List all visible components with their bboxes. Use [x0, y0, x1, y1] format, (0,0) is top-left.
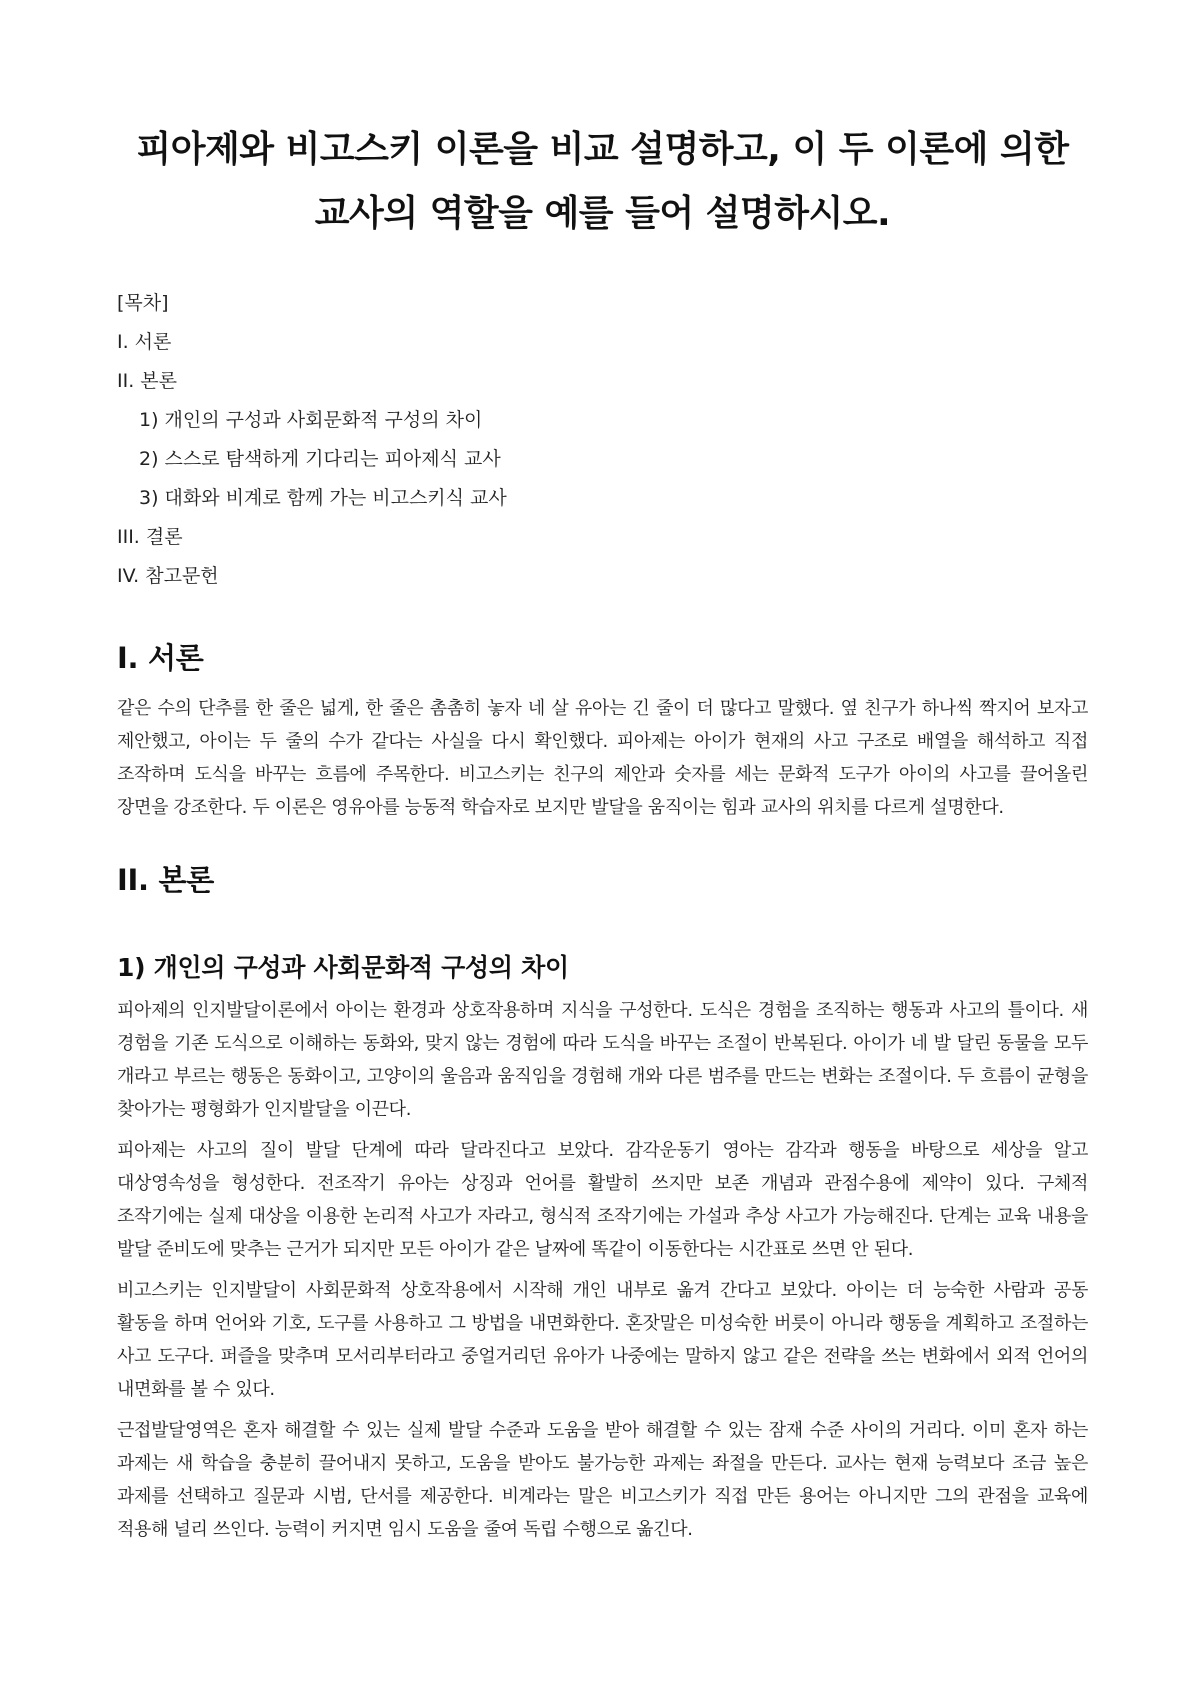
subsection-heading-1: 1) 개인의 구성과 사회문화적 구성의 차이 [117, 953, 569, 982]
body-paragraph: 비고스키는 인지발달이 사회문화적 상호작용에서 시작해 개인 내부로 옮겨 간다고 보았다. 아이는 더 능숙한 사람과 공동 활동을 하며 언어와 기호, 도구를 사용하고 그 방법을 내면화한다. 혼잣말은 미성숙한 버릇이 아니라 행동을 계획하고 조절하는 사고 도구다. 퍼즐을 맞추며 모서리부터라고 중얼거리던 유아가 나중에는 말하지 않고 같은 전략을 쓰는 변화에서 외적 언어의 내면화를 볼 수 있다. [117, 1280, 1088, 1400]
toc-item-body-sub1: 1) 개인의 구성과 사회문화적 구성의 차이 [139, 409, 483, 431]
toc-item-references: IV. 참고문헌 [117, 565, 219, 587]
toc-item-body: II. 본론 [117, 370, 177, 392]
toc-item-conclusion: III. 결론 [117, 526, 183, 548]
intro-paragraph: 같은 수의 단추를 한 줄은 넓게, 한 줄은 촘촘히 놓자 네 살 유아는 긴 줄이 더 많다고 말했다. 옆 친구가 하나씩 짝지어 보자고 제안했고, 아이는 두 줄의 수가 같다는 사실을 다시 확인했다. 피아제는 아이가 현재의 사고 구조로 배열을 해석하고 직접 조작하며 도식을 바꾸는 흐름에 주목한다. 비고스키는 친구의 제안과 숫자를 세는 문화적 도구가 아이의 사고를 끌어올린 장면을 강조한다. 두 이론은 영유아를 능동적 학습자로 보지만 발달을 움직이는 힘과 교사의 위치를 다르게 설명한다. [117, 698, 1088, 818]
toc-item-body-sub2: 2) 스스로 탐색하게 기다리는 피아제식 교사 [139, 448, 501, 470]
toc-item-intro: I. 서론 [117, 331, 172, 353]
body-paragraph: 근접발달영역은 혼자 해결할 수 있는 실제 발달 수준과 도움을 받아 해결할 수 있는 잠재 수준 사이의 거리다. 이미 혼자 하는 과제는 새 학습을 충분히 끌어내지 못하고, 도움을 받아도 불가능한 과제는 좌절을 만든다. 교사는 현재 능력보다 조금 높은 과제를 선택하고 질문과 시범, 단서를 제공한다. 비계라는 말은 비고스키가 직접 만든 용어는 아니지만 그의 관점을 교육에 적용해 널리 쓰인다. 능력이 커지면 임시 도움을 줄여 독립 수행으로 옮긴다. [117, 1420, 1088, 1540]
toc-item-body-sub3: 3) 대화와 비계로 함께 가는 비고스키식 교사 [139, 487, 507, 509]
body-paragraph: 피아제는 사고의 질이 발달 단계에 따라 달라진다고 보았다. 감각운동기 영아는 감각과 행동을 바탕으로 세상을 알고 대상영속성을 형성한다. 전조작기 유아는 상징과 언어를 활발히 쓰지만 보존 개념과 관점수용에 제약이 있다. 구체적 조작기에는 실제 대상을 이용한 논리적 사고가 자라고, 형식적 조작기에는 가설과 추상 사고가 가능해진다. 단계는 교육 내용을 발달 준비도에 맞추는 근거가 되지만 모든 아이가 같은 날짜에 똑같이 이동한다는 시간표로 쓰면 안 된다. [117, 1140, 1088, 1260]
toc-heading: [목차] [117, 292, 169, 314]
section-heading-body: II. 본론 [117, 863, 214, 897]
table-of-contents [117, 284, 1088, 596]
section-heading-intro: I. 서론 [117, 641, 204, 675]
body-paragraph: 피아제의 인지발달이론에서 아이는 환경과 상호작용하며 지식을 구성한다. 도식은 경험을 조직하는 행동과 사고의 틀이다. 새 경험을 기존 도식으로 이해하는 동화와, 맞지 않는 경험에 따라 도식을 바꾸는 조절이 반복된다. 아이가 네 발 달린 동물을 모두 개라고 부르는 행동은 동화이고, 고양이의 울음과 움직임을 경험해 개와 다른 범주를 만드는 변화는 조절이다. 두 흐름이 균형을 찾아가는 평형화가 인지발달을 이끈다. [117, 1000, 1088, 1120]
document-title: 피아제와 비고스키 이론을 비교 설명하고, 이 두 이론에 의한 교사의 역할을 예를 들어 설명하시오. [136, 129, 1069, 234]
